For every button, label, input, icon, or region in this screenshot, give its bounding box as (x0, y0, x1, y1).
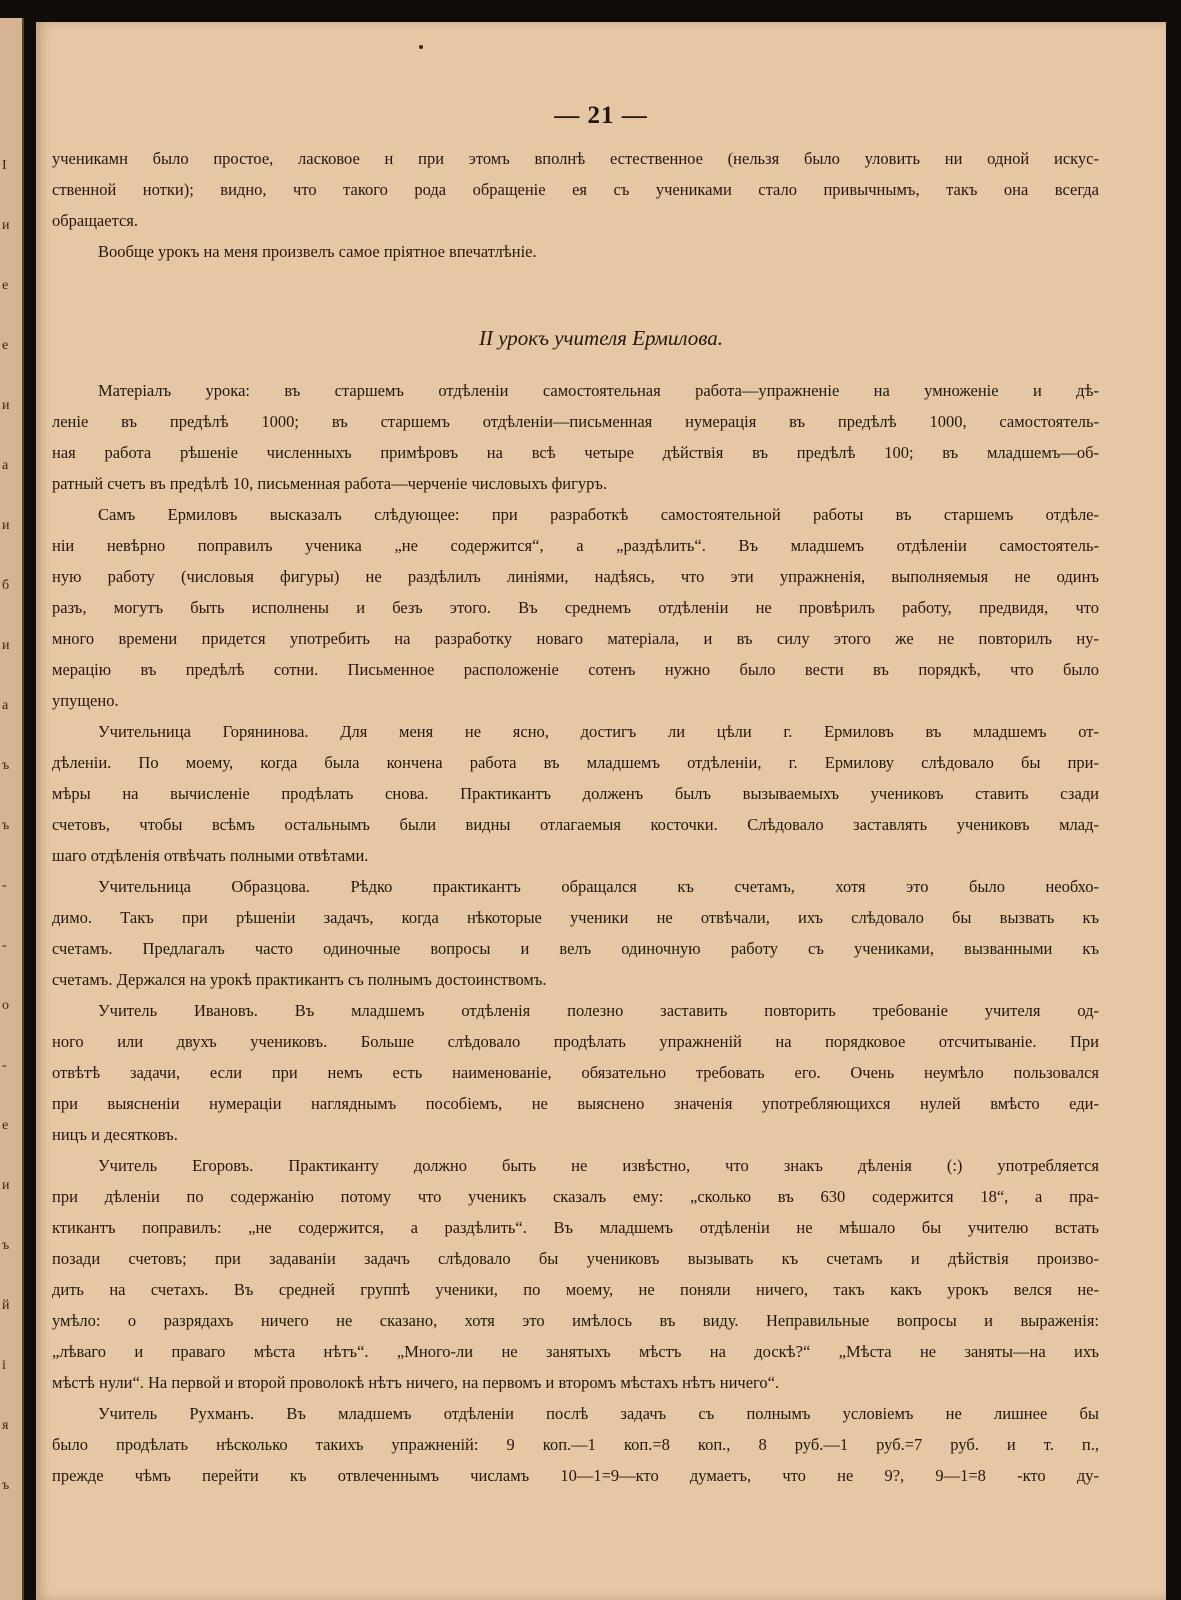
margin-glyph: а (2, 698, 9, 713)
text-line: ная работа рѣшеніе численныхъ примѣровъ на всѣ четыре дѣйствія въ предѣлѣ 100; въ младшемъ—об- (52, 443, 1099, 462)
margin-glyph: и (2, 1178, 10, 1193)
text-line: мерацію въ предѣлѣ сотни. Письменное расположеніе сотенъ нужно было вести въ порядкѣ, что было (52, 660, 1099, 679)
text-line: при выясненіи нумераціи нагляднымъ пособіемъ, не выяснено значенія употребляющихся нулей вмѣсто еди- (52, 1094, 1099, 1113)
text-line: умѣло: о разрядахъ ничего не сказано, хотя это имѣлось въ виду. Неправильные вопросы и выраженія: (52, 1311, 1099, 1330)
text-line: леніе въ предѣлѣ 1000; въ старшемъ отдѣленіи—письменная нумерація въ предѣлѣ 1000, самостоятель- (52, 412, 1099, 431)
text-line: счетамъ. Предлагалъ часто одиночные вопросы и велъ одиночную работу съ учениками, вызванными къ (52, 939, 1099, 958)
text-line: ратный счетъ въ предѣлѣ 10, письменная работа—черченіе числовыхъ фигуръ. (52, 474, 608, 493)
margin-glyph: о (2, 998, 9, 1013)
text-line: дить на счетахъ. Въ средней группѣ ученики, по моему, не поняли ничего, такъ какъ урокъ велся не- (52, 1280, 1099, 1299)
text-line: мѣры на вычисленіе продѣлать снова. Практикантъ долженъ былъ вызываемыхъ учениковъ ставить сзади (52, 784, 1099, 803)
margin-glyph: - (2, 878, 7, 893)
margin-glyph: б (2, 578, 10, 593)
text-line: было продѣлать нѣсколько такихъ упражненій: 9 коп.—1 коп.=8 коп., 8 руб.—1 руб.=7 руб. и т. п., (52, 1435, 1099, 1454)
margin-glyph: и (2, 218, 10, 233)
text-line: упущено. (52, 691, 119, 710)
text-line: „лѣваго и праваго мѣста нѣтъ“. „Много-ли не занятыхъ мѣстъ на доскѣ?“ „Мѣста не заняты—на ихъ (52, 1342, 1099, 1361)
text-line: обращается. (52, 211, 139, 230)
margin-glyph: - (2, 938, 7, 953)
section-heading: II урокъ учителя Ермилова. (478, 326, 724, 350)
text-line: Самъ Ермиловъ высказалъ слѣдующее: при разработкѣ самостоятельной работы въ старшемъ отдѣле- (98, 505, 1099, 524)
margin-glyph: - (2, 1058, 7, 1073)
text-line: ницъ и десятковъ. (52, 1125, 178, 1144)
margin-glyph: и (2, 638, 10, 653)
text-line: Учительница Горянинова. Для меня не ясно, достигъ ли цѣли г. Ермиловъ въ младшемъ от- (98, 722, 1099, 741)
text-line: ніи невѣрно поправилъ ученика „не содержится“, а „раздѣлить“. Въ младшемъ отдѣленіи самостоятель- (52, 536, 1099, 555)
text-line: прежде чѣмъ перейти къ отвлеченнымъ числамъ 10—1=9—кто думаетъ, что не 9?, 9—1=8 -кто ду- (52, 1466, 1099, 1485)
text-line: мѣстѣ нули“. На первой и второй проволокѣ нѣтъ ничего, на первомъ и второмъ мѣстахъ нѣтъ ничего“. (52, 1373, 780, 1392)
text-line: дѣленіи. По моему, когда была кончена работа въ младшемъ отдѣленіи, г. Ермилову слѣдовало бы при- (52, 753, 1099, 772)
margin-glyph: е (2, 278, 9, 293)
margin-glyph: е (2, 338, 9, 353)
text-line: ственной нотки); видно, что такого рода обращеніе ея съ учениками стало привычнымъ, такъ она всегда (52, 180, 1099, 199)
margin-glyph: а (2, 458, 9, 473)
previous-page-edge (0, 18, 24, 1600)
text-line: Учитель Ивановъ. Въ младшемъ отдѣленія полезно заставить повторить требованіе учителя од- (98, 1001, 1099, 1020)
margin-glyph: ъ (2, 818, 10, 833)
margin-glyph: I (2, 158, 7, 173)
text-line: димо. Такъ при рѣшеніи задачъ, когда нѣкоторые ученики не отвѣчали, ихъ слѣдовало бы вызвать къ (52, 908, 1099, 927)
text-line: много времени придется употребить на разработку новаго матеріала, и въ силу этого же не повторилъ ну- (52, 629, 1099, 648)
text-line: позади счетовъ; при задаваніи задачъ слѣдовало бы учениковъ вызывать къ счетамъ и дѣйствія произво- (52, 1249, 1099, 1268)
text-line: счетовъ, чтобы всѣмъ остальнымъ были видны отлагаемыя косточки. Слѣдовало заставлять учениковъ млад- (52, 815, 1099, 834)
text-line: разъ, могутъ быть исполнены и безъ этого. Въ среднемъ отдѣленіи не провѣрилъ работу, предвидя, что (52, 598, 1099, 617)
document-page (36, 22, 1166, 1600)
text-line: Учитель Рухманъ. Въ младшемъ отдѣленіи послѣ задачъ съ полнымъ условіемъ не лишнее бы (98, 1404, 1099, 1423)
text-line: ного или двухъ учениковъ. Больше слѣдовало продѣлать упражненій на порядковое отсчитываніе. При (52, 1032, 1099, 1051)
text-line: шаго отдѣленія отвѣчать полными отвѣтами. (52, 846, 369, 865)
text-line: ктикантъ поправилъ: „не содержится, а раздѣлить“. Въ младшемъ отдѣленіи не мѣшало бы учителю встать (52, 1218, 1099, 1237)
margin-glyph: е (2, 1118, 9, 1133)
margin-glyph: я (2, 1418, 9, 1433)
margin-glyph: и (2, 518, 10, 533)
ink-dot (419, 45, 423, 49)
text-line: отвѣтѣ задачи, если при немъ есть наименованіе, обязательно требовать его. Очень неумѣло пользовался (52, 1063, 1099, 1082)
margin-glyph: и (2, 398, 10, 413)
text-line: при дѣленіи по содержанію потому что ученикъ сказалъ ему: „сколько въ 630 содержится 18“, а пра- (52, 1187, 1099, 1206)
margin-glyph: ъ (2, 758, 10, 773)
page-number: — 21 — (554, 102, 648, 129)
margin-glyph: ъ (2, 1478, 10, 1493)
margin-glyph: й (2, 1298, 10, 1313)
text-line: ученикамн было простое, ласковое н при этомъ вполнѣ естественное (нельзя было уловить ни одной искус- (52, 149, 1099, 168)
margin-glyph: ъ (2, 1238, 10, 1253)
text-line: счетамъ. Держался на урокѣ практикантъ съ полнымъ достоинствомъ. (52, 970, 547, 989)
margin-glyph: і (2, 1358, 6, 1373)
text-line: Вообще урокъ на меня произвелъ самое пріятное впечатлѣніе. (98, 242, 537, 261)
text-line: Матеріалъ урока: въ старшемъ отдѣленіи самостоятельная работа—упражненіе на умноженіе и дѣ- (98, 381, 1099, 400)
text-line: Учитель Егоровъ. Практиканту должно быть не извѣстно, что знакъ дѣленія (:) употребляется (98, 1156, 1099, 1175)
text-line: Учительница Образцова. Рѣдко практикантъ обращался къ счетамъ, хотя это было необхо- (98, 877, 1099, 896)
text-line: ную работу (числовыя фигуры) не раздѣлилъ линіями, надѣясь, что эти упражненія, выполняемыя не одинъ (52, 567, 1099, 586)
